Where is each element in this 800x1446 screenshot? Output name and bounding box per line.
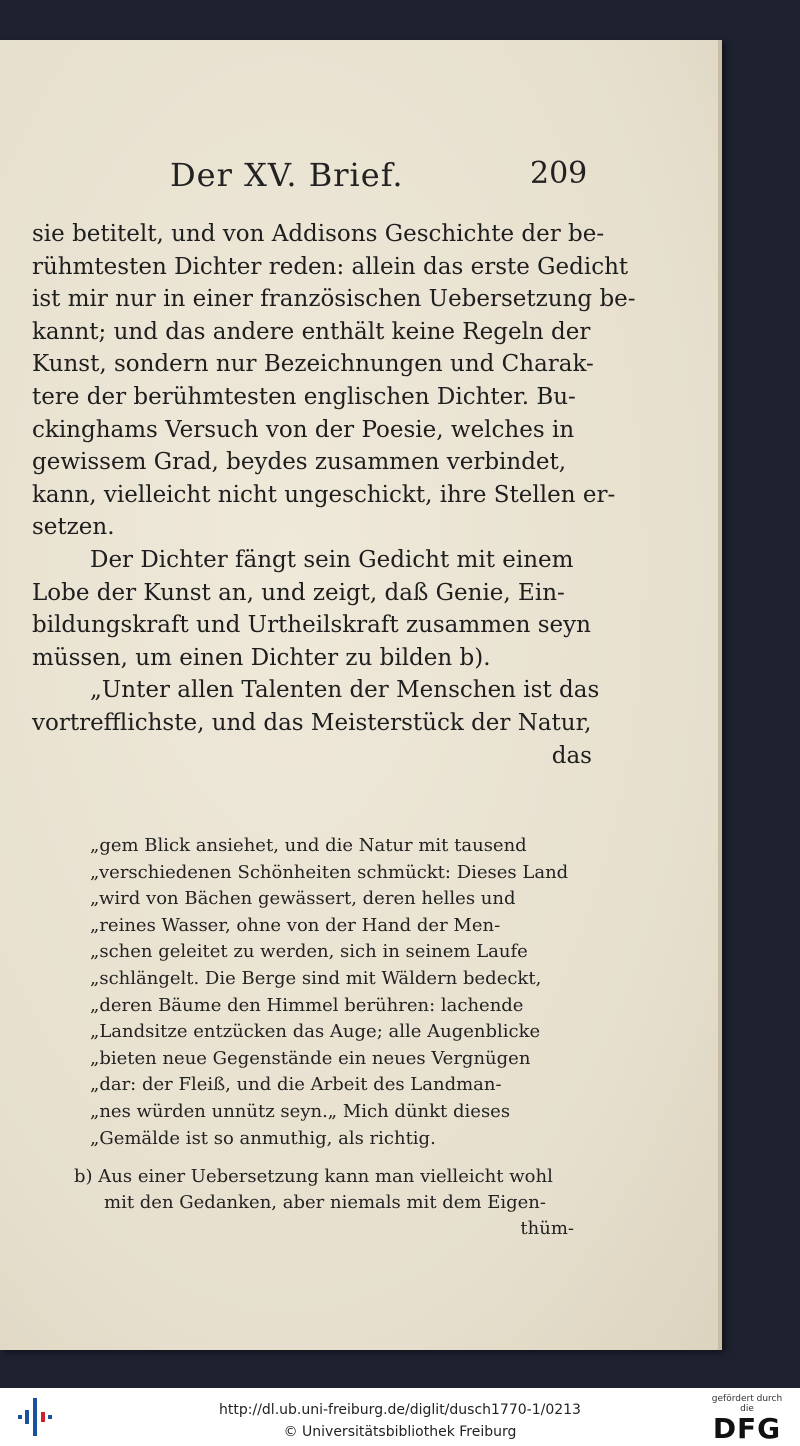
quote-line: „Landsitze entzücken das Auge; alle Augenblicke [90,1021,541,1043]
catchword: das [551,742,592,769]
text-line: ckinghams Versuch von der Poesie, welches in [32,416,575,443]
text-line: setzen. [32,514,115,541]
text-line: tere der berühmtesten englischen Dichter. Bu- [32,383,576,410]
text-line: ist mir nur in einer französischen Uebersetzung be- [32,286,636,313]
footnote [74,1164,604,1242]
quote-line: „bieten neue Gegenstände ein neues Vergnügen [90,1047,531,1069]
running-header [170,156,590,196]
permalink-url[interactable]: http://dl.ub.uni-freiburg.de/diglit/dusch1770-1/0213 [219,1402,581,1418]
footnote-catchword: thüm- [520,1218,574,1239]
text-line: kann, vielleicht nicht ungeschickt, ihre Stellen er- [32,481,616,508]
footnote-line: mit den Gedanken, aber niemals mit dem Eigen- [104,1192,546,1213]
quote-line: „deren Bäume den Himmel berühren: lachende [90,994,524,1016]
dfg-wordmark: DFG [712,1412,782,1445]
page-title: Der XV. Brief. [170,156,404,194]
viewer-footer [0,1388,800,1446]
dfg-caption: gefördert durch die [711,1394,783,1414]
quote-line: „schen geleitet zu werden, sich in seinem Laufe [90,941,528,963]
copyright-notice: © Universitätsbibliothek Freiburg [283,1424,517,1440]
book-page [0,40,722,1350]
text-line: kannt; und das andere enthält keine Regeln der [32,318,591,345]
quote-line: „nes würden unnütz seyn.„ Mich dünkt dieses [90,1100,511,1122]
text-line: sie betitelt, und von Addisons Geschichte der be- [32,221,605,247]
footnote-line: b) Aus einer Uebersetzung kann man vielleicht wohl [74,1166,553,1187]
text-line: Kunst, sondern nur Bezeichnungen und Charak- [32,351,594,378]
text-line: Der Dichter fängt sein Gedicht mit einem [90,546,574,573]
quote-line: „schlängelt. Die Berge sind mit Wäldern bedeckt, [90,967,542,989]
dfg-logo [704,1394,790,1445]
quote-line: „verschiedenen Schönheiten schmückt: Dieses Land [90,861,569,883]
quote-line: „gem Blick ansiehet, und die Natur mit tausend [90,835,527,856]
quoted-passage [90,833,600,1152]
text-line: vortrefflichste, und das Meisterstück der Natur, [32,709,592,736]
quote-line: „wird von Bächen gewässert, deren helles und [90,888,516,910]
text-line: bildungskraft und Urtheilskraft zusammen seyn [32,612,591,639]
text-line: rühmtesten Dichter reden: allein das erste Gedicht [32,253,629,280]
main-text [32,218,636,772]
quote-line: „dar: der Fleiß, und die Arbeit des Landman- [90,1074,502,1096]
text-line: müssen, um einen Dichter zu bilden b). [32,644,491,671]
quote-line: „reines Wasser, ohne von der Hand der Men- [90,914,501,936]
page-number: 209 [530,156,588,191]
text-line: „Unter allen Talenten der Menschen ist das [90,677,600,704]
text-line: Lobe der Kunst an, und zeigt, daß Genie, Ein- [32,579,565,606]
text-line: gewissem Grad, beydes zusammen verbindet, [32,449,567,476]
quote-line: „Gemälde ist so anmuthig, als richtig. [90,1127,436,1149]
